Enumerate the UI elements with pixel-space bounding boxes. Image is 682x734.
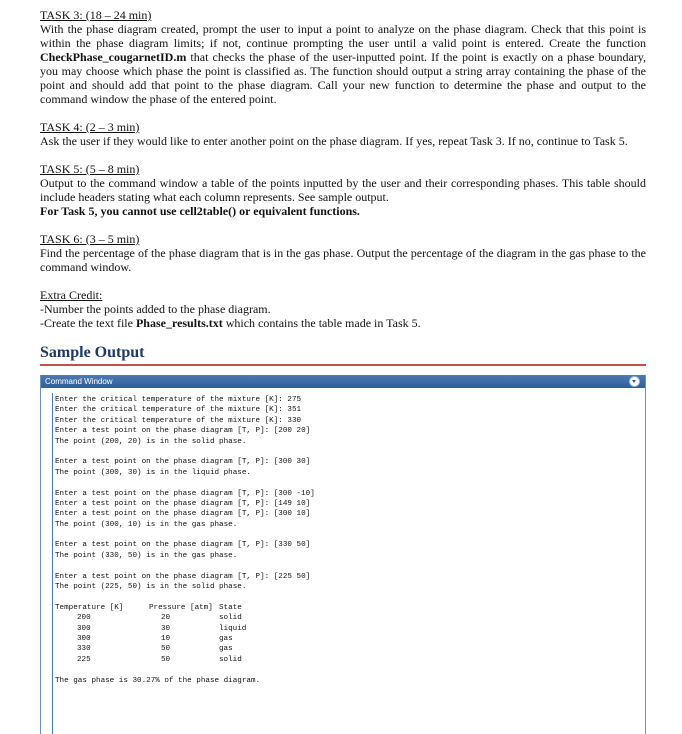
table-header: Temperature [K] [55, 603, 124, 612]
extra-credit-line: -Number the points added to the phase diagram. [40, 302, 271, 316]
output-line: The point (300, 30) is in the liquid phase. [55, 468, 251, 477]
output-block [55, 540, 635, 561]
table-cell: liquid [219, 624, 247, 633]
extra-credit [40, 288, 646, 330]
output-line: The point (225, 50) is in the solid phase. [55, 583, 247, 592]
task-6 [40, 232, 646, 274]
table-header: State [219, 603, 242, 612]
output-line: Enter a test point on the phase diagram [T, P]: [300 30] [55, 458, 311, 467]
output-line: Enter the critical temperature of the mixture [K]: 330 [55, 416, 302, 425]
results-table [55, 603, 246, 665]
table-row [55, 655, 246, 665]
extra-credit-text: which contains the table made in Task 5. [222, 316, 421, 330]
sample-output-heading: Sample Output [40, 344, 646, 366]
document [40, 8, 646, 366]
table-cell: solid [219, 614, 242, 623]
function-name: CheckPhase_cougarnetID.m [40, 50, 187, 64]
table-cell: 300 [77, 635, 91, 644]
task-title: TASK 5: (5 – 8 min) [40, 162, 140, 176]
output-line: Enter a test point on the phase diagram [T, P]: [149 10] [55, 499, 311, 508]
table-header-row [55, 603, 246, 613]
output-line: The point (200, 20) is in the solid phase. [55, 437, 247, 446]
output-line: The point (330, 50) is in the gas phase. [55, 551, 238, 560]
table-cell: 330 [77, 645, 91, 654]
task-3 [40, 8, 646, 106]
table-cell: 50 [161, 645, 171, 654]
output-line: Enter a test point on the phase diagram [T, P]: [225 50] [55, 572, 311, 581]
output-line: Enter a test point on the phase diagram [T, P]: [200 20] [55, 427, 311, 436]
command-window-title: Command Window [45, 377, 113, 386]
output-line: Enter the critical temperature of the mixture [K]: 275 [55, 396, 302, 404]
table-cell: 20 [161, 614, 171, 623]
table-cell: 30 [161, 624, 171, 633]
output-line: Enter the critical temperature of the mixture [K]: 351 [55, 406, 302, 415]
output-block [55, 489, 635, 531]
table-cell: 300 [77, 624, 91, 633]
task-body [40, 22, 646, 106]
table-header: Pressure [atm] [149, 603, 213, 612]
table-row [55, 624, 246, 634]
output-block [55, 572, 635, 593]
command-window-output [55, 395, 635, 686]
table-cell: 225 [77, 655, 91, 664]
task-body-text: that checks the phase of the user-inputted point. If the point is exactly on a phase boundary, you may choose which phase the point is classified as. The function should output a string array containing the phase of the point and should add that point to the phase diagram. Call your new function to determine the phase and output to the command window the phase of the entered point. [40, 50, 646, 106]
file-name: Phase_results.txt [135, 316, 223, 330]
command-window-titlebar [41, 375, 645, 388]
task-body: Find the percentage of the phase diagram that is in the gas phase. Output the percentage of the diagram in the gas phase to the command window. [40, 246, 646, 274]
task-title: TASK 4: (2 – 3 min) [40, 120, 140, 134]
task-note: For Task 5, you cannot use cell2table() or equivalent functions. [40, 204, 360, 218]
output-line: The gas phase is 30.27% of the phase diagram. [55, 676, 261, 685]
table-cell: 10 [161, 635, 171, 644]
task-body-text: With the phase diagram created, prompt the user to input a point to analyze on the phase diagram. Check that this point is within the phase diagram limits; if not, continue prompting the user until a valid point is entered. Create the function [40, 22, 646, 50]
command-window[interactable] [40, 375, 646, 734]
task-title: TASK 3: (18 – 24 min) [40, 8, 152, 22]
output-line: Enter a test point on the phase diagram [T, P]: [300 10] [55, 510, 311, 519]
task-body: Ask the user if they would like to enter another point on the phase diagram. If yes, repeat Task 3. If no, continue to Task 5. [40, 134, 628, 148]
task-body: Output to the command window a table of the points inputted by the user and their corresponding phases. This table should include headers stating what each column represents. See sample output. [40, 176, 646, 204]
output-block [55, 395, 635, 447]
table-cell: gas [219, 645, 233, 654]
table-row [55, 613, 246, 623]
extra-credit-text: -Create the text file [40, 316, 136, 330]
table-row [55, 634, 246, 644]
output-line: The point (300, 10) is in the gas phase. [55, 520, 238, 529]
table-cell: solid [219, 655, 242, 664]
output-block [55, 457, 635, 478]
task-title: TASK 6: (3 – 5 min) [40, 232, 140, 246]
extra-credit-title: Extra Credit: [40, 288, 103, 302]
expand-icon[interactable] [629, 376, 640, 387]
table-cell: 50 [161, 655, 171, 664]
task-4 [40, 120, 646, 148]
extra-credit-line [40, 316, 646, 330]
table-cell: 200 [77, 614, 91, 623]
output-line: Enter a test point on the phase diagram [T, P]: [300 -10] [55, 489, 315, 498]
command-prompt-gutter [52, 393, 53, 734]
task-5 [40, 162, 646, 218]
table-cell: gas [219, 635, 233, 644]
table-row [55, 644, 246, 654]
output-line: Enter a test point on the phase diagram [T, P]: [330 50] [55, 541, 311, 550]
